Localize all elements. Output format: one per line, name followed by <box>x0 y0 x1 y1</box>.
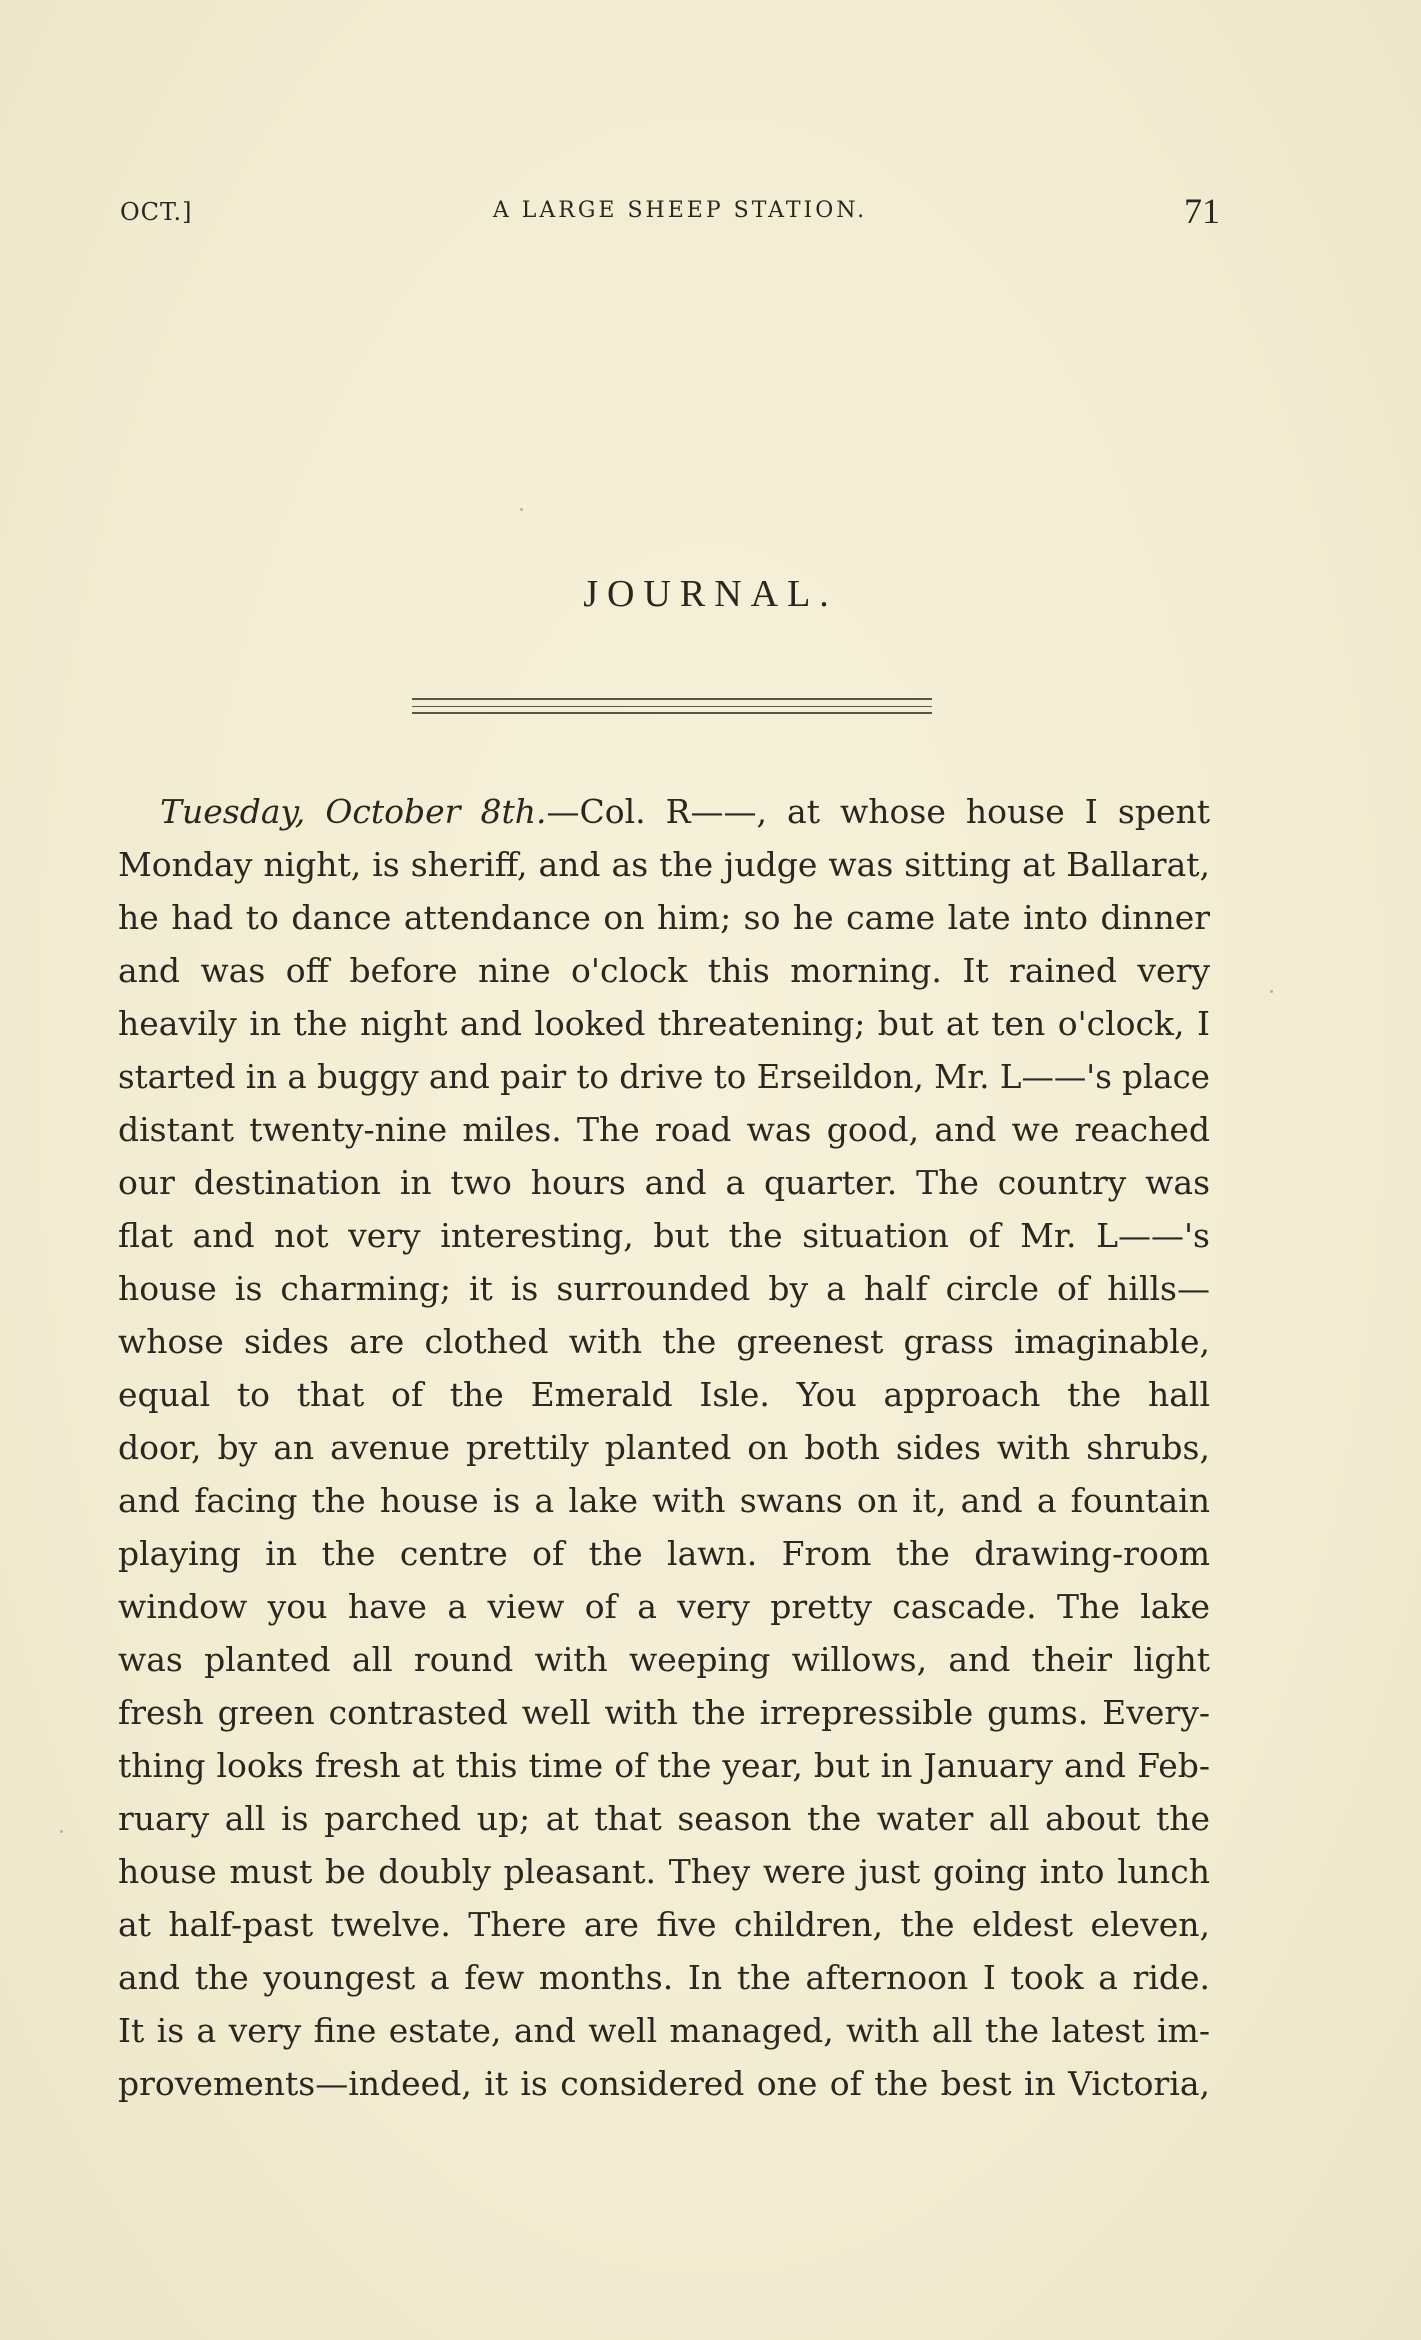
text-line <box>118 1474 1210 1527</box>
line-text: provements—indeed, it is considered one of the best in Victoria, <box>118 2064 1210 2103</box>
text-line <box>118 1898 1210 1951</box>
line-text: was planted all round with weeping willows, and their light <box>118 1640 1210 1679</box>
text-line <box>118 1527 1210 1580</box>
text-line <box>118 1580 1210 1633</box>
line-text: playing in the centre of the lawn. From the drawing-room <box>118 1534 1210 1573</box>
text-line <box>118 944 1210 997</box>
page-number: 71 <box>1184 191 1220 231</box>
text-line <box>118 1739 1210 1792</box>
text-line <box>118 1792 1210 1845</box>
line-text: flat and not very interesting, but the situation of Mr. L——'s <box>118 1216 1210 1255</box>
header-title: A LARGE SHEEP STATION. <box>492 198 868 223</box>
journal-body <box>118 785 1210 2110</box>
text-line <box>118 1368 1210 1421</box>
text-line <box>118 891 1210 944</box>
text-line <box>118 1103 1210 1156</box>
line-text: whose sides are clothed with the greenest grass imaginable, <box>118 1322 1210 1361</box>
text-line <box>118 1951 1210 2004</box>
running-header <box>120 190 1220 240</box>
header-month: OCT.] <box>120 198 193 226</box>
text-line <box>118 1633 1210 1686</box>
line-text: —Col. R——, at whose house I spent <box>546 792 1210 831</box>
paper-speck <box>60 1830 63 1833</box>
text-line <box>118 1845 1210 1898</box>
line-text: heavily in the night and looked threatening; but at ten o'clock, I <box>118 1004 1210 1043</box>
paper-speck <box>520 508 523 511</box>
ornamental-rule-middle <box>412 706 932 707</box>
line-text: distant twenty-nine miles. The road was good, and we reached <box>118 1110 1210 1149</box>
ornamental-rule-bottom <box>412 712 932 714</box>
paper-speck <box>1270 990 1273 993</box>
text-line <box>118 1315 1210 1368</box>
line-text: ruary all is parched up; at that season the water all about the <box>118 1799 1210 1838</box>
entry-date: Tuesday, October 8th. <box>160 792 547 831</box>
line-text: equal to that of the Emerald Isle. You approach the hall <box>118 1375 1210 1414</box>
line-text: started in a buggy and pair to drive to Erseildon, Mr. L——'s place <box>118 1057 1210 1096</box>
line-text: Monday night, is sheriff, and as the judge was sitting at Ballarat, <box>118 845 1210 884</box>
text-line <box>118 1262 1210 1315</box>
line-text: thing looks fresh at this time of the year, but in January and Feb- <box>118 1746 1210 1785</box>
ornamental-rule-top <box>412 698 932 700</box>
text-line <box>118 997 1210 1050</box>
line-text: house is charming; it is surrounded by a half circle of hills— <box>118 1269 1210 1308</box>
text-line <box>118 1421 1210 1474</box>
text-line <box>118 838 1210 891</box>
section-title: JOURNAL. <box>583 573 838 615</box>
text-line <box>118 1209 1210 1262</box>
line-text: door, by an avenue prettily planted on both sides with shrubs, <box>118 1428 1210 1467</box>
line-text: our destination in two hours and a quarter. The country was <box>118 1163 1210 1202</box>
text-line <box>118 785 1210 838</box>
text-line <box>118 1156 1210 1209</box>
text-line <box>118 1050 1210 1103</box>
text-line <box>118 2057 1210 2110</box>
line-text: he had to dance attendance on him; so he came late into dinner <box>118 898 1210 937</box>
line-text: at half-past twelve. There are five children, the eldest eleven, <box>118 1905 1210 1944</box>
line-text: and facing the house is a lake with swans on it, and a fountain <box>118 1481 1210 1520</box>
text-line <box>118 1686 1210 1739</box>
line-text: house must be doubly pleasant. They were just going into lunch <box>118 1852 1210 1891</box>
line-text: It is a very fine estate, and well managed, with all the latest im- <box>118 2011 1210 2050</box>
line-text: and was off before nine o'clock this morning. It rained very <box>118 951 1210 990</box>
line-text: and the youngest a few months. In the afternoon I took a ride. <box>118 1958 1210 1997</box>
line-text: fresh green contrasted well with the irrepressible gums. Every- <box>118 1693 1210 1732</box>
text-line <box>118 2004 1210 2057</box>
line-text: window you have a view of a very pretty cascade. The lake <box>118 1587 1210 1626</box>
